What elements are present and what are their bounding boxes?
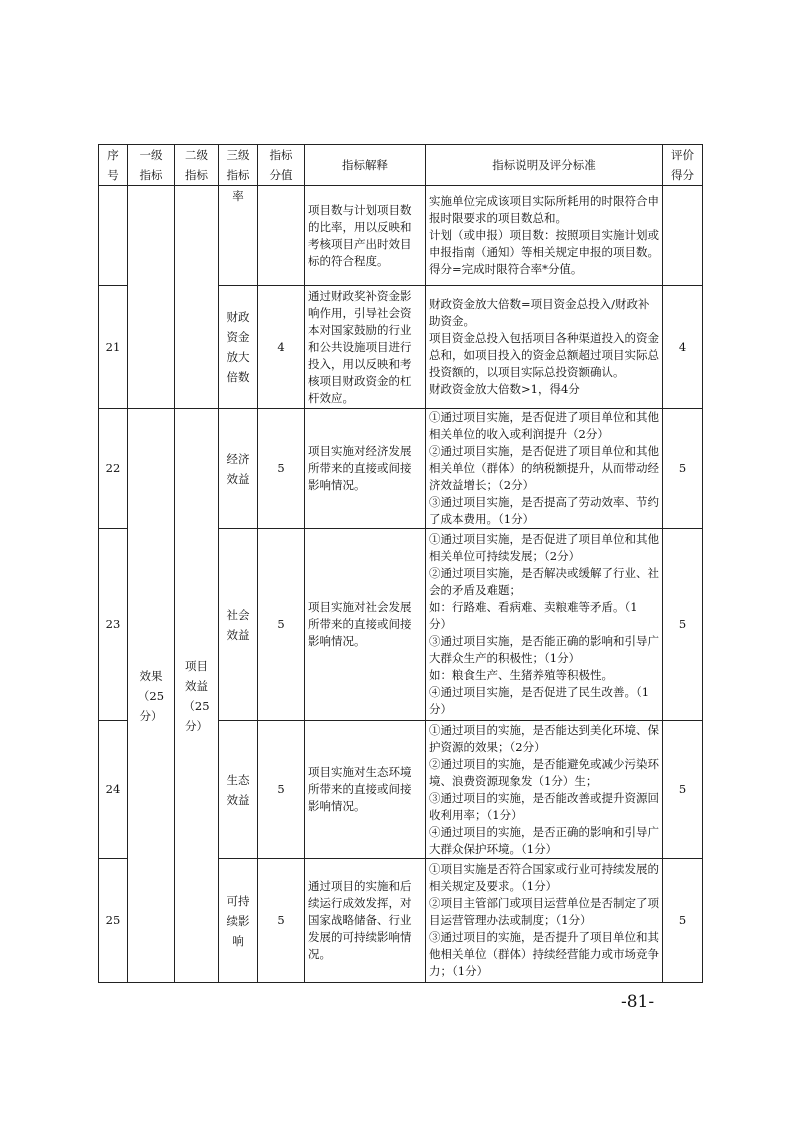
criteria-cell: ①通过项目实施，是否促进了项目单位和其他相关单位的收入或利润提升（2分） ②通过项目实施，是否促进了项目单位和其他相关单位（群体）的纳税额提升，从而带动经济效益增长；（2分） ③通过项目实施，是否提高了劳动效率、节约了成本费用。（1分） xyxy=(426,409,663,529)
seq-cell: 21 xyxy=(99,286,128,409)
rating-cell: 5 xyxy=(663,721,703,859)
table-row xyxy=(99,409,703,529)
header-level2: 二级指标 xyxy=(175,145,219,186)
explain-cell: 通过财政奖补资金影响作用，引导社会资本对国家鼓励的行业和公共设施项目进行投入，用以反映和考核项目财政资金的杠杆效应。 xyxy=(305,286,426,409)
explain-cell: 项目实施对社会发展所带来的直接或间接影响情况。 xyxy=(305,529,426,721)
table-header-row xyxy=(99,145,703,186)
score-cell: 5 xyxy=(258,859,305,983)
rating-cell: 5 xyxy=(663,859,703,983)
level3-cell: 财政资金放大倍数 xyxy=(219,286,258,409)
score-cell xyxy=(258,186,305,286)
level3-cell: 可持续影响 xyxy=(219,859,258,983)
rating-cell: 5 xyxy=(663,529,703,721)
score-cell: 5 xyxy=(258,529,305,721)
seq-cell: 23 xyxy=(99,529,128,721)
header-score: 指标分值 xyxy=(258,145,305,186)
explain-cell: 项目实施对生态环境所带来的直接或间接影响情况。 xyxy=(305,721,426,859)
seq-cell: 24 xyxy=(99,721,128,859)
criteria-cell: 实施单位完成该项目实际所耗用的时限符合申报时限要求的项目数总和。 计划（或申报）项目数：按照项目实施计划或申报指南（通知）等相关规定申报的项目数。 得分=完成时限符合率*分值。 xyxy=(426,186,663,286)
page-number: -81- xyxy=(621,992,655,1012)
level1-cell-blank xyxy=(128,186,175,409)
score-cell: 4 xyxy=(258,286,305,409)
level3-cell: 生态效益 xyxy=(219,721,258,859)
explain-cell: 通过项目的实施和后续运行成效发挥，对国家战略储备、行业发展的可持续影响情况。 xyxy=(305,859,426,983)
header-level1: 一级指标 xyxy=(128,145,175,186)
explain-cell: 项目数与计划项目数的比率，用以反映和考核项目产出时效目标的符合程度。 xyxy=(305,186,426,286)
rating-cell: 5 xyxy=(663,409,703,529)
score-cell: 5 xyxy=(258,721,305,859)
header-level3: 三级指标 xyxy=(219,145,258,186)
header-seq: 序号 xyxy=(99,145,128,186)
level3-cell: 率 xyxy=(219,186,258,286)
seq-cell xyxy=(99,186,128,286)
seq-cell: 22 xyxy=(99,409,128,529)
criteria-cell: ①项目实施是否符合国家或行业可持续发展的相关规定及要求。（1分） ②项目主管部门或项目运营单位是否制定了项目运营管理办法或制度；（1分） ③通过项目的实施，是否提升了项目单位和其他相关单位（群体）持续经营能力或市场竞争力；（1分） xyxy=(426,859,663,983)
level3-cell: 经济效益 xyxy=(219,409,258,529)
table-row xyxy=(99,186,703,286)
explain-cell: 项目实施对经济发展所带来的直接或间接影响情况。 xyxy=(305,409,426,529)
header-rating: 评价得分 xyxy=(663,145,703,186)
rating-cell xyxy=(663,186,703,286)
header-criteria: 指标说明及评分标准 xyxy=(426,145,663,186)
criteria-cell: ①通过项目的实施，是否能达到美化环境、保护资源的效果；（2分） ②通过项目的实施，是否能避免或减少污染环境、浪费资源现象发（1分）生； ③通过项目的实施，是否能改善或提升资源回收利用率；（1分） ④通过项目的实施，是否正确的影响和引导广大群众保护环境。（1分） xyxy=(426,721,663,859)
level2-cell-blank xyxy=(175,186,219,409)
score-cell: 5 xyxy=(258,409,305,529)
level3-cell: 社会效益 xyxy=(219,529,258,721)
header-explain: 指标解释 xyxy=(305,145,426,186)
evaluation-table xyxy=(98,144,703,983)
rating-cell: 4 xyxy=(663,286,703,409)
level1-cell: 效果（25分） xyxy=(128,409,175,983)
seq-cell: 25 xyxy=(99,859,128,983)
criteria-cell: ①通过项目实施，是否促进了项目单位和其他相关单位可持续发展；（2分） ②通过项目实施，是否解决或缓解了行业、社会的矛盾及难题； 如：行路难、看病难、卖粮难等矛盾。（1分） ③通过项目实施，是否能正确的影响和引导广大群众生产的积极性；（1分） 如：粮食生产、生猪养殖等积极性。 ④通过项目实施，是否促进了民生改善。（1分） xyxy=(426,529,663,721)
level2-cell: 项目效益（25分） xyxy=(175,409,219,983)
criteria-cell: 财政资金放大倍数=项目资金总投入/财政补助资金。 项目资金总投入包括项目各种渠道投入的资金总和，如项目投入的资金总额超过项目实际总投资额的，以项目实际总投资额确认。 财政资金放大倍数>1，得4分 xyxy=(426,286,663,409)
